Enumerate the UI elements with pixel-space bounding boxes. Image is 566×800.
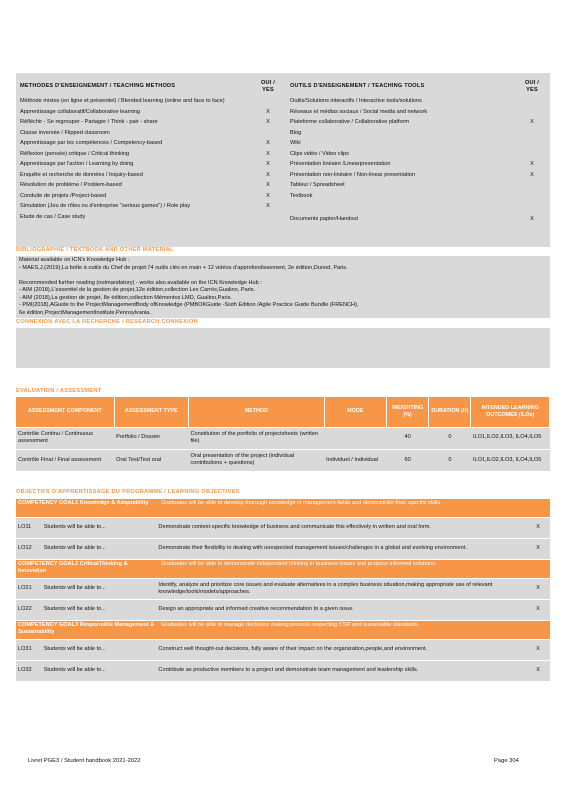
- research-heading: CONNEXION AVEC LA RECHERCHE / RESEARCH CONNEXION: [16, 319, 199, 325]
- tool-label: Présentation linéaire /Linearpresentation: [290, 161, 391, 167]
- evaluation-cell: Individuel / Individual: [326, 456, 379, 463]
- lo-text: Students will be able to...: [43, 545, 106, 552]
- tool-mark: X: [530, 171, 534, 178]
- goal-header: [16, 620, 550, 639]
- tool-row: [290, 172, 546, 183]
- method-row: [20, 151, 282, 162]
- research-body: [16, 328, 550, 368]
- lo-text: Students will be able to...: [43, 585, 106, 592]
- method-mark: X: [266, 182, 270, 188]
- goal-description: Graduates will be able to develop thorough knowledge in management fields and demonstrate their specific skills: [160, 500, 441, 506]
- goal-header: [16, 498, 550, 517]
- method-label: Résolution de problème / Problem-based: [20, 182, 122, 188]
- learning-outcome-row: [16, 639, 550, 660]
- tools-header: OUTILS D'ENSEIGNEMENT / TEACHING TOOLS: [290, 83, 425, 90]
- lo-id: LO32: [18, 667, 32, 674]
- goal-header: [16, 559, 550, 578]
- bibliography-body: [16, 256, 550, 318]
- tool-mark: [522, 182, 542, 193]
- tool-mark: X: [530, 161, 534, 167]
- evaluation-section: [16, 388, 550, 471]
- bibliography-heading: BIBLIOGRAPHIE / TEXTBOOK AND OTHER MATERIAL: [16, 247, 174, 253]
- bibliography-line: 6e édition,ProjectManagementInstitute,Pennsylvania.: [19, 309, 151, 316]
- evaluation-header-cell: ASSESSMENT COMPONENT: [16, 397, 114, 427]
- method-mark: X: [266, 171, 270, 178]
- tool-label: Wiki: [290, 140, 301, 146]
- method-row: [20, 140, 282, 151]
- method-label: Apprentissage par les compétences / Competency-based: [20, 140, 163, 146]
- evaluation-header-cell: WEIGHTING (%): [386, 397, 428, 427]
- tool-row: [290, 182, 546, 193]
- evaluation-table: [16, 397, 550, 471]
- evaluation-cell: Contrôle Continu / Continuous assessment: [18, 430, 93, 444]
- lo-id: LO21: [18, 585, 32, 592]
- method-mark: [258, 214, 278, 225]
- method-row: [20, 109, 282, 120]
- lo-description: Design an appropriate and informed creative recommendation to a given issue.: [158, 606, 355, 613]
- tool-label: Documents papier/Handout: [290, 216, 359, 222]
- lo-id: LO31: [18, 646, 32, 653]
- tool-row: [290, 216, 546, 227]
- lo-text: Students will be able to...: [43, 667, 106, 674]
- method-label: Réfléchir - Se regrouper - Partager / Think - pair - share: [20, 119, 158, 125]
- goal-title: COMPETENCY GOAL2 CriticalThinking & Innovation: [18, 561, 128, 575]
- lo-description: Construct well thought-out decisions, fully aware of their impact on the organization,people,and environment.: [158, 646, 428, 653]
- evaluation-cell: Contrôle Final / Final assessment: [18, 456, 102, 463]
- bibliography-section: [16, 247, 550, 368]
- tool-row: [290, 130, 546, 141]
- bibliography-line: Recommended further reading (notmandatory) - works also available on the ICN Knowledge Hub :: [19, 279, 262, 286]
- evaluation-header-cell: ASSESSMENT TYPE: [114, 397, 188, 427]
- tool-mark: X: [530, 216, 534, 222]
- objectives-heading: OBJECTIFS D'APPRENTISSAGE DU PROGRAMME / LEARNING OBJECTIVES: [16, 489, 240, 495]
- evaluation-cell: 0: [448, 434, 452, 441]
- evaluation-heading: EVALUATION / ASSESSMENT: [16, 388, 102, 394]
- tool-mark: X: [530, 119, 534, 125]
- learning-outcome-row: [16, 517, 550, 538]
- evaluation-row: [16, 427, 550, 449]
- goal-description: Graduates will be able to manage decisions making process respecting CSR and sustainable standards.: [160, 622, 420, 628]
- tool-mark: [522, 140, 542, 151]
- method-label: Etude de cas / Case study: [20, 213, 86, 220]
- tool-row: [290, 161, 546, 172]
- tool-label: Présentation non-linéaire / Non-linear presentation: [290, 171, 416, 178]
- evaluation-cell: Oral presentation of the project (individual contributions + questions): [190, 452, 295, 467]
- learning-outcome-row: [16, 578, 550, 599]
- bibliography-line: [19, 272, 547, 280]
- evaluation-header-cell: DURATION (H): [429, 397, 471, 427]
- tool-mark: [522, 130, 542, 141]
- tool-row: [290, 98, 546, 109]
- learning-outcome-row: [16, 599, 550, 620]
- evaluation-cell: [324, 427, 386, 449]
- lo-description: Demonstrate context-specific knowledge of business and communicate this effectively in written and oral form.: [158, 524, 431, 531]
- tool-label: Outils/Solutions interactifs / Interactive tools/solutions: [290, 98, 422, 104]
- goal-description: Graduates will be able to demonstrate independent thinking in business issues and propose informed solutions.: [160, 561, 437, 567]
- lo-description: Contribute as productive members to a project and demonstrate team management and leadership skills.: [158, 667, 419, 674]
- lo-text: Students will be able to...: [43, 606, 106, 613]
- tool-mark: [522, 193, 542, 204]
- method-mark: X: [266, 140, 270, 146]
- evaluation-cell: 60: [404, 456, 411, 463]
- tool-mark: [522, 98, 542, 109]
- methods-list: [20, 98, 282, 224]
- method-mark: [258, 130, 278, 141]
- evaluation-cell: 40: [404, 434, 411, 441]
- lo-description: Identify, analyze and prioritize core issues and evaluate alternatives in a complex business situation,making appropriate use of relevant knowledge/tools/models/approaches.: [158, 581, 493, 595]
- method-row: [20, 182, 282, 193]
- tool-row: [290, 151, 546, 162]
- tool-label: Clips vidéo / Video clips: [290, 150, 349, 157]
- evaluation-header-cell: MODE: [324, 397, 386, 427]
- methods-yes-header: OUI / YES: [260, 79, 276, 93]
- method-row: [20, 130, 282, 141]
- method-row: [20, 214, 282, 225]
- learning-outcome-row: [16, 538, 550, 559]
- methods-tools-section: [16, 73, 550, 247]
- methods-header: METHODES D'ENSEIGNEMENT / TEACHING METHODS: [20, 83, 176, 90]
- lo-mark: X: [536, 524, 540, 531]
- goals-list: [16, 498, 550, 681]
- tools-yes-header: OUI / YES: [524, 79, 540, 93]
- tool-label: Blog: [290, 129, 302, 136]
- tool-row: [290, 119, 546, 130]
- evaluation-cell: ILO1,ILO2,ILO3, ILO4,ILO5: [472, 434, 542, 441]
- footer-left: Livret PGE3 / Student handbook 2021-2022: [28, 758, 141, 764]
- method-mark: X: [266, 192, 270, 199]
- method-label: Apprentissage par l'action / Learning by doing: [20, 161, 134, 167]
- method-mark: X: [266, 203, 270, 209]
- method-row: [20, 203, 282, 214]
- evaluation-header-cell: METHOD: [189, 397, 325, 427]
- method-label: Simulation (Jeu de rôles ou d'entreprise "serious games") / Role play: [20, 203, 191, 209]
- method-label: Conduite de projets /Project-based: [20, 192, 107, 199]
- method-row: [20, 172, 282, 183]
- method-mark: X: [266, 161, 270, 167]
- lo-description: Demonstrate their flexibility in dealing with unexpected management issues/challenges in a global and evolving environment.: [158, 545, 467, 552]
- method-row: [20, 161, 282, 172]
- tool-label: Plateforme collaborative / Collaborative platform: [290, 119, 410, 125]
- tool-mark: [522, 151, 542, 162]
- bibliography-line: - AIM (2018),L'essentiel de la gestion de projet,12e édition,collection Les Carrés,Gualino, Paris.: [19, 287, 256, 293]
- tools-list: [290, 98, 546, 227]
- tool-label: Tableur / Spreadsheet: [290, 182, 345, 188]
- bibliography-line: - AIM (2018),La gestion de projet, 8e édition,collection Mémentos LMD, Gualino,Paris.: [19, 294, 232, 301]
- bibliography-line: - MAES,J.(2019),La boîte à outils du Chef de projet:74 outils clés en main + 12 vidéos d'approfondissement, 2e édition,Dunod, Paris.: [19, 264, 348, 271]
- lo-id: LO12: [18, 545, 32, 552]
- lo-id: LO22: [18, 606, 32, 613]
- goal-title: COMPETENCY GOAL1 Knowledge & Adaptability: [18, 500, 149, 506]
- method-label: Méthode mixtes (en ligne et présentiel) / Blended learning (online and face to face): [20, 98, 225, 104]
- evaluation-cell: 0: [448, 456, 452, 463]
- learning-outcome-row: [16, 660, 550, 681]
- lo-mark: X: [536, 606, 540, 613]
- evaluation-row: [16, 449, 550, 471]
- evaluation-cell: Oral Test/Test oral: [116, 456, 162, 463]
- footer-page: Page 304: [494, 758, 519, 764]
- lo-mark: X: [536, 545, 540, 552]
- objectives-section: [16, 489, 550, 681]
- method-label: Apprentissage collaboratif/Collaborative learning: [20, 108, 141, 115]
- lo-mark: X: [536, 585, 540, 592]
- method-row: [20, 98, 282, 109]
- method-row: [20, 119, 282, 130]
- lo-text: Students will be able to...: [43, 646, 106, 653]
- lo-id: LO11: [18, 524, 32, 531]
- lo-mark: X: [536, 646, 540, 653]
- tool-mark: [522, 109, 542, 120]
- method-mark: X: [266, 150, 270, 157]
- method-mark: X: [266, 108, 270, 115]
- method-mark: [258, 98, 278, 109]
- tool-row: [290, 140, 546, 151]
- tool-row: [290, 109, 546, 120]
- method-mark: X: [266, 119, 270, 125]
- lo-text: Students will be able to...: [43, 524, 106, 531]
- method-label: Classe inversée / Flipped classroom: [20, 129, 110, 136]
- lo-mark: X: [536, 667, 540, 674]
- method-label: Enquête et recherche de données / Inquiry-based: [20, 171, 143, 178]
- evaluation-cell: ILO1,ILO2,ILO3, ILO4,ILO5: [472, 456, 542, 463]
- goal-title: COMPETENCY GOAL3 Responsible Management & Sustainability: [18, 622, 155, 636]
- evaluation-header-cell: INTENDED LEARNING OUTCOMES (ILOs): [471, 397, 550, 427]
- bibliography-line: Material available on ICN's Knowledge Hub :: [19, 257, 130, 263]
- tool-label: Réseaux et médias sociaux / Social media and network: [290, 108, 428, 115]
- bibliography-line: - PMI(2018),AGuide to the ProjectManagementBody ofKnowledge (PMBOKGuide -Sixth Edition /Agile Practice Guide Bundle (FRENCH),: [19, 302, 359, 308]
- method-row: [20, 193, 282, 204]
- tool-label: Textbook: [290, 192, 313, 199]
- evaluation-cell: Portfolio / Dossier: [116, 434, 161, 441]
- method-label: Réflexion (pensée) critique / Critical thinking: [20, 150, 130, 157]
- evaluation-cell: Constitution of the portfolio of projectsheets (written file): [190, 430, 318, 444]
- tool-row: [290, 193, 546, 204]
